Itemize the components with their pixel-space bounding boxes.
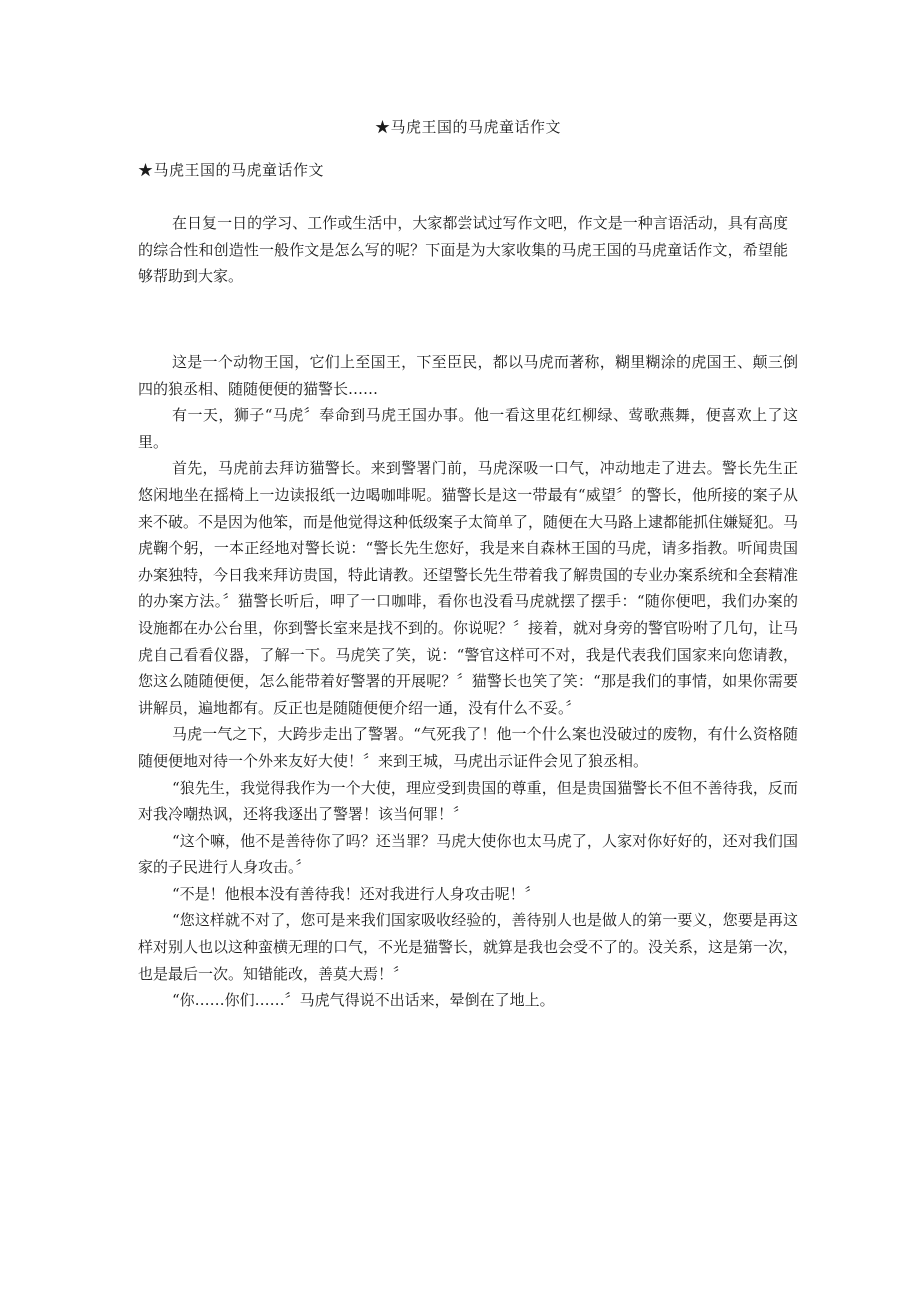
- story-paragraph: “您这样就不对了，您可是来我们国家吸收经验的，善待别人也是做人的第一要义，您要是再这样对别人也以这种蛮横无理的口气，不光是猫警长，就算是我也会受不了的。没关系，这是第一次，也是最后一次。知错能改，善莫大焉！〞: [138, 911, 799, 983]
- intro-paragraph: 在日复一日的学习、工作或生活中，大家都尝试过写作文吧，作文是一种言语活动，具有高度的综合性和创造性一般作文是怎么写的呢？下面是为大家收集的马虎王国的马虎童话作文，希望能够帮助到大家。: [138, 214, 788, 285]
- story-paragraph: 有一天，狮子“马虎〞奉命到马虎王国办事。他一看这里花红柳绿、莺歌燕舞，便喜欢上了这里。: [138, 406, 798, 451]
- document-subtitle: ★马虎王国的马虎童话作文: [138, 161, 325, 179]
- story-paragraph: “不是！他根本没有善待我！还对我进行人身攻击呢！〞: [172, 884, 540, 903]
- story-paragraph: 这是一个动物王国，它们上至国王，下至臣民，都以马虎而著称，糊里糊涂的虎国王、颠三倒四的狼丞相、随随便便的猫警长……: [138, 353, 798, 398]
- story-paragraph: “这个嘛，他不是善待你了吗？还当罪？马虎大使你也太马虎了，人家对你好好的，还对我们国家的子民进行人身攻击。〞: [138, 831, 798, 877]
- story-paragraph: “你……你们……〞马虎气得说不出话来，晕倒在了地上。: [172, 991, 555, 1010]
- story-paragraph: 马虎一气之下，大跨步走出了警署。“气死我了！他一个什么案也没破过的废物，有什么资格随随便便地对待一个外来友好大使！〞来到王城，马虎出示证件会见了狼丞相。: [138, 725, 798, 770]
- story-paragraph: 首先，马虎前去拜访猫警长。来到警署门前，马虎深吸一口气，冲动地走了进去。警长先生正悠闲地坐在摇椅上一边读报纸一边喝咖啡呢。猫警长是这一带最有“威望〞的警长，他所接的案子从来不破。不是因为他笨，而是他觉得这种低级案子太简单了，随便在大马路上逮都能抓住嫌疑犯。马虎鞠个躬，一本正经地对警长说：“警长先生您好，我是来自森林王国的马虎，请多指教。听闻贵国办案独特，今日我来拜访贵国，特此请教。还望警长先生带着我了解贵国的专业办案系统和全套精准的办案方法。〞猫警长听后，呷了一口咖啡，看你也没看马虎就摆了摆手：“随你便吧，我们办案的设施都在办公台里，你到警长室来是找不到的。你说呢？〞接着，就对身旁的警官吩咐了几句，让马虎自己看看仪器，了解一下。马虎笑了笑，说：“警官这样可不对，我是代表我们国家来向您请教，您这么随随便便，怎么能带着好警署的开展呢？〞猫警长也笑了笑：“那是我们的事情，如果你需要讲解员，遍地都有。反正也是随随便便介绍一通，没有什么不妥。〞: [138, 459, 799, 717]
- story-paragraph: “狼先生，我觉得我作为一个大使，理应受到贵国的尊重，但是贵国猫警长不但不善待我，反而对我冷嘲热讽，还将我逐出了警署！该当何罪！〞: [138, 778, 798, 824]
- document-title: ★马虎王国的马虎童话作文: [374, 118, 561, 136]
- story-body: [138, 349, 798, 1014]
